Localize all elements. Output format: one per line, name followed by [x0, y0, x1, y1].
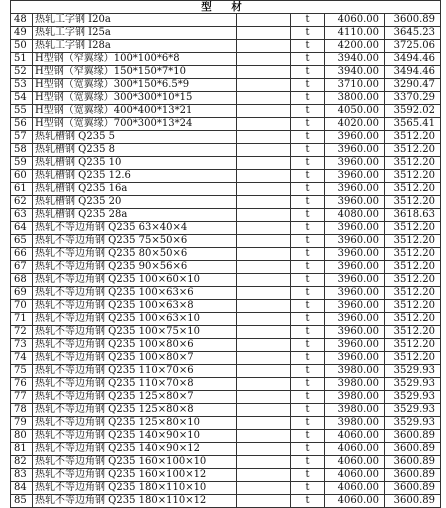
price-excl-tax-cell: 3290.47 — [385, 79, 441, 92]
price-excl-tax-cell: 3529.93 — [385, 365, 441, 378]
material-name-cell: 热轧不等边角钢 Q235 100×60×10 — [33, 274, 237, 287]
row-number-cell: 77 — [11, 391, 33, 404]
row-number-cell: 54 — [11, 92, 33, 105]
row-number-cell: 69 — [11, 287, 33, 300]
unit-cell: t — [291, 261, 325, 274]
spacer-cell — [237, 157, 291, 170]
table-row — [11, 391, 441, 404]
spacer-cell — [237, 53, 291, 66]
unit-cell: t — [291, 27, 325, 40]
unit-cell: t — [291, 40, 325, 53]
material-name-cell: 热轧不等边角钢 Q235 100×63×8 — [33, 300, 237, 313]
section-title: 型 材 — [11, 1, 441, 14]
price-incl-tax-cell: 4060.00 — [325, 14, 385, 27]
price-incl-tax-cell: 3960.00 — [325, 274, 385, 287]
unit-cell: t — [291, 417, 325, 430]
row-number-cell: 56 — [11, 118, 33, 131]
material-name-cell: 热轧不等边角钢 Q235 125×80×10 — [33, 417, 237, 430]
spacer-cell — [237, 248, 291, 261]
row-number-cell: 60 — [11, 170, 33, 183]
spacer-cell — [237, 352, 291, 365]
table-row — [11, 378, 441, 391]
price-excl-tax-cell: 3512.20 — [385, 352, 441, 365]
row-number-cell: 78 — [11, 404, 33, 417]
price-excl-tax-cell: 3529.93 — [385, 391, 441, 404]
unit-cell: t — [291, 131, 325, 144]
material-name-cell: 热轧不等边角钢 Q235 110×70×8 — [33, 378, 237, 391]
price-incl-tax-cell: 3980.00 — [325, 404, 385, 417]
table-row — [11, 404, 441, 417]
table-row — [11, 339, 441, 352]
spacer-cell — [237, 313, 291, 326]
spacer-cell — [237, 300, 291, 313]
price-incl-tax-cell: 4200.00 — [325, 40, 385, 53]
spacer-cell — [237, 209, 291, 222]
row-number-cell: 85 — [11, 495, 33, 508]
table-row — [11, 196, 441, 209]
price-incl-tax-cell: 3960.00 — [325, 313, 385, 326]
row-number-cell: 55 — [11, 105, 33, 118]
unit-cell: t — [291, 53, 325, 66]
unit-cell: t — [291, 144, 325, 157]
material-name-cell: 热轧不等边角钢 Q235 140×90×10 — [33, 430, 237, 443]
price-table — [10, 0, 441, 508]
price-excl-tax-cell: 3600.89 — [385, 456, 441, 469]
price-excl-tax-cell: 3565.41 — [385, 118, 441, 131]
table-row — [11, 144, 441, 157]
price-excl-tax-cell: 3512.20 — [385, 183, 441, 196]
spacer-cell — [237, 365, 291, 378]
material-name-cell: 热轧不等边角钢 Q235 100×63×10 — [33, 313, 237, 326]
table-row — [11, 469, 441, 482]
unit-cell: t — [291, 196, 325, 209]
price-excl-tax-cell: 3512.20 — [385, 235, 441, 248]
table-row — [11, 365, 441, 378]
row-number-cell: 59 — [11, 157, 33, 170]
unit-cell: t — [291, 183, 325, 196]
unit-cell: t — [291, 443, 325, 456]
price-incl-tax-cell: 4060.00 — [325, 443, 385, 456]
material-name-cell: 热轧不等边角钢 Q235 100×80×6 — [33, 339, 237, 352]
unit-cell: t — [291, 222, 325, 235]
row-number-cell: 71 — [11, 313, 33, 326]
material-name-cell: H型钢（窄翼缘）150*150*7*10 — [33, 66, 237, 79]
material-name-cell: 热轧槽钢 Q235 12.6 — [33, 170, 237, 183]
spacer-cell — [237, 105, 291, 118]
unit-cell: t — [291, 14, 325, 27]
table-row — [11, 443, 441, 456]
spacer-cell — [237, 456, 291, 469]
spacer-cell — [237, 118, 291, 131]
unit-cell: t — [291, 79, 325, 92]
spacer-cell — [237, 40, 291, 53]
material-name-cell: 热轧不等边角钢 Q235 100×80×7 — [33, 352, 237, 365]
row-number-cell: 65 — [11, 235, 33, 248]
table-row — [11, 248, 441, 261]
material-name-cell: 热轧不等边角钢 Q235 140×90×12 — [33, 443, 237, 456]
price-incl-tax-cell: 3960.00 — [325, 352, 385, 365]
table-row — [11, 40, 441, 53]
unit-cell: t — [291, 365, 325, 378]
table-row — [11, 79, 441, 92]
spacer-cell — [237, 495, 291, 508]
price-excl-tax-cell: 3600.89 — [385, 14, 441, 27]
unit-cell: t — [291, 339, 325, 352]
price-incl-tax-cell: 3980.00 — [325, 391, 385, 404]
row-number-cell: 80 — [11, 430, 33, 443]
price-incl-tax-cell: 4060.00 — [325, 495, 385, 508]
table-row — [11, 417, 441, 430]
row-number-cell: 83 — [11, 469, 33, 482]
row-number-cell: 72 — [11, 326, 33, 339]
price-excl-tax-cell: 3592.02 — [385, 105, 441, 118]
material-name-cell: H型钢（窄翼缘）100*100*6*8 — [33, 53, 237, 66]
row-number-cell: 64 — [11, 222, 33, 235]
unit-cell: t — [291, 92, 325, 105]
spacer-cell — [237, 417, 291, 430]
spacer-cell — [237, 274, 291, 287]
price-incl-tax-cell: 3960.00 — [325, 287, 385, 300]
table-row — [11, 495, 441, 508]
table-row — [11, 274, 441, 287]
material-name-cell: 热轧不等边角钢 Q235 110×70×6 — [33, 365, 237, 378]
table-row — [11, 14, 441, 27]
unit-cell: t — [291, 313, 325, 326]
row-number-cell: 68 — [11, 274, 33, 287]
row-number-cell: 81 — [11, 443, 33, 456]
row-number-cell: 61 — [11, 183, 33, 196]
spacer-cell — [237, 79, 291, 92]
unit-cell: t — [291, 326, 325, 339]
row-number-cell: 70 — [11, 300, 33, 313]
spacer-cell — [237, 183, 291, 196]
table-row — [11, 326, 441, 339]
price-incl-tax-cell: 3960.00 — [325, 261, 385, 274]
price-excl-tax-cell: 3512.20 — [385, 144, 441, 157]
price-excl-tax-cell: 3370.29 — [385, 92, 441, 105]
spacer-cell — [237, 404, 291, 417]
material-name-cell: 热轧不等边角钢 Q235 90×56×6 — [33, 261, 237, 274]
unit-cell: t — [291, 300, 325, 313]
row-number-cell: 84 — [11, 482, 33, 495]
price-excl-tax-cell: 3529.93 — [385, 404, 441, 417]
price-incl-tax-cell: 3960.00 — [325, 222, 385, 235]
material-name-cell: 热轧不等边角钢 Q235 100×63×6 — [33, 287, 237, 300]
price-excl-tax-cell: 3512.20 — [385, 326, 441, 339]
price-excl-tax-cell: 3512.20 — [385, 339, 441, 352]
table-row — [11, 235, 441, 248]
price-incl-tax-cell: 4060.00 — [325, 482, 385, 495]
material-name-cell: 热轧不等边角钢 Q235 180×110×10 — [33, 482, 237, 495]
spacer-cell — [237, 66, 291, 79]
price-incl-tax-cell: 4110.00 — [325, 27, 385, 40]
price-excl-tax-cell: 3512.20 — [385, 261, 441, 274]
unit-cell: t — [291, 404, 325, 417]
unit-cell: t — [291, 430, 325, 443]
price-incl-tax-cell: 4060.00 — [325, 430, 385, 443]
table-row — [11, 456, 441, 469]
table-row — [11, 313, 441, 326]
material-name-cell: 热轧工字钢 I20a — [33, 14, 237, 27]
price-excl-tax-cell: 3600.89 — [385, 495, 441, 508]
price-incl-tax-cell: 3800.00 — [325, 92, 385, 105]
price-excl-tax-cell: 3512.20 — [385, 287, 441, 300]
spacer-cell — [237, 287, 291, 300]
table-row — [11, 53, 441, 66]
price-incl-tax-cell: 3960.00 — [325, 196, 385, 209]
price-excl-tax-cell: 3494.46 — [385, 53, 441, 66]
table-row — [11, 118, 441, 131]
spacer-cell — [237, 430, 291, 443]
spacer-cell — [237, 144, 291, 157]
price-excl-tax-cell: 3725.06 — [385, 40, 441, 53]
material-name-cell: 热轧槽钢 Q235 20 — [33, 196, 237, 209]
price-excl-tax-cell: 3645.23 — [385, 27, 441, 40]
table-row — [11, 183, 441, 196]
table-row — [11, 27, 441, 40]
price-incl-tax-cell: 4020.00 — [325, 118, 385, 131]
material-name-cell: 热轧不等边角钢 Q235 125×80×8 — [33, 404, 237, 417]
material-name-cell: 热轧槽钢 Q235 10 — [33, 157, 237, 170]
unit-cell: t — [291, 105, 325, 118]
unit-cell: t — [291, 274, 325, 287]
row-number-cell: 49 — [11, 27, 33, 40]
price-incl-tax-cell: 3960.00 — [325, 157, 385, 170]
table-row — [11, 222, 441, 235]
spacer-cell — [237, 27, 291, 40]
material-name-cell: 热轧工字钢 I28a — [33, 40, 237, 53]
unit-cell: t — [291, 66, 325, 79]
spacer-cell — [237, 339, 291, 352]
material-name-cell: 热轧工字钢 I25a — [33, 27, 237, 40]
material-name-cell: 热轧不等边角钢 Q235 160×100×12 — [33, 469, 237, 482]
spacer-cell — [237, 170, 291, 183]
price-excl-tax-cell: 3512.20 — [385, 300, 441, 313]
spacer-cell — [237, 222, 291, 235]
row-number-cell: 66 — [11, 248, 33, 261]
material-name-cell: 热轧槽钢 Q235 5 — [33, 131, 237, 144]
row-number-cell: 73 — [11, 339, 33, 352]
price-excl-tax-cell: 3600.89 — [385, 469, 441, 482]
price-incl-tax-cell: 4060.00 — [325, 456, 385, 469]
table-row — [11, 300, 441, 313]
table-row — [11, 105, 441, 118]
row-number-cell: 52 — [11, 66, 33, 79]
price-incl-tax-cell: 3960.00 — [325, 170, 385, 183]
row-number-cell: 50 — [11, 40, 33, 53]
row-number-cell: 74 — [11, 352, 33, 365]
material-name-cell: 热轧不等边角钢 Q235 125×80×7 — [33, 391, 237, 404]
material-name-cell: 热轧不等边角钢 Q235 180×110×12 — [33, 495, 237, 508]
row-number-cell: 82 — [11, 456, 33, 469]
price-incl-tax-cell: 3960.00 — [325, 183, 385, 196]
unit-cell: t — [291, 287, 325, 300]
price-excl-tax-cell: 3512.20 — [385, 222, 441, 235]
spacer-cell — [237, 469, 291, 482]
price-incl-tax-cell: 3960.00 — [325, 326, 385, 339]
price-incl-tax-cell: 3960.00 — [325, 131, 385, 144]
unit-cell: t — [291, 209, 325, 222]
table-row — [11, 482, 441, 495]
price-excl-tax-cell: 3618.63 — [385, 209, 441, 222]
price-excl-tax-cell: 3529.93 — [385, 417, 441, 430]
table-row — [11, 209, 441, 222]
unit-cell: t — [291, 482, 325, 495]
row-number-cell: 57 — [11, 131, 33, 144]
table-row — [11, 66, 441, 79]
spacer-cell — [237, 261, 291, 274]
price-incl-tax-cell: 4060.00 — [325, 469, 385, 482]
price-incl-tax-cell: 4050.00 — [325, 105, 385, 118]
price-excl-tax-cell: 3600.89 — [385, 443, 441, 456]
spacer-cell — [237, 326, 291, 339]
price-incl-tax-cell: 3710.00 — [325, 79, 385, 92]
price-excl-tax-cell: 3512.20 — [385, 274, 441, 287]
price-table-sheet — [10, 0, 440, 508]
table-row — [11, 430, 441, 443]
row-number-cell: 58 — [11, 144, 33, 157]
row-number-cell: 76 — [11, 378, 33, 391]
material-name-cell: 热轧不等边角钢 Q235 100×75×10 — [33, 326, 237, 339]
spacer-cell — [237, 92, 291, 105]
spacer-cell — [237, 14, 291, 27]
price-incl-tax-cell: 3980.00 — [325, 378, 385, 391]
table-row — [11, 170, 441, 183]
unit-cell: t — [291, 469, 325, 482]
price-incl-tax-cell: 3980.00 — [325, 417, 385, 430]
unit-cell: t — [291, 495, 325, 508]
price-incl-tax-cell: 3960.00 — [325, 339, 385, 352]
unit-cell: t — [291, 235, 325, 248]
spacer-cell — [237, 196, 291, 209]
price-incl-tax-cell: 3940.00 — [325, 66, 385, 79]
material-name-cell: 热轧槽钢 Q235 16a — [33, 183, 237, 196]
table-header-row — [11, 1, 441, 14]
unit-cell: t — [291, 352, 325, 365]
spacer-cell — [237, 391, 291, 404]
unit-cell: t — [291, 456, 325, 469]
price-incl-tax-cell: 3960.00 — [325, 248, 385, 261]
unit-cell: t — [291, 378, 325, 391]
price-excl-tax-cell: 3494.46 — [385, 66, 441, 79]
material-name-cell: 热轧不等边角钢 Q235 75×50×6 — [33, 235, 237, 248]
price-excl-tax-cell: 3512.20 — [385, 170, 441, 183]
material-name-cell: H型钢（宽翼缘）300*300*10*15 — [33, 92, 237, 105]
row-number-cell: 67 — [11, 261, 33, 274]
unit-cell: t — [291, 157, 325, 170]
material-name-cell: 热轧不等边角钢 Q235 63×40×4 — [33, 222, 237, 235]
table-row — [11, 261, 441, 274]
price-excl-tax-cell: 3600.89 — [385, 482, 441, 495]
material-name-cell: 热轧槽钢 Q235 28a — [33, 209, 237, 222]
price-excl-tax-cell: 3512.20 — [385, 196, 441, 209]
price-excl-tax-cell: 3529.93 — [385, 378, 441, 391]
table-row — [11, 131, 441, 144]
price-incl-tax-cell: 3960.00 — [325, 235, 385, 248]
material-name-cell: H型钢（宽翼缘）400*400*13*21 — [33, 105, 237, 118]
table-row — [11, 157, 441, 170]
price-incl-tax-cell: 3980.00 — [325, 365, 385, 378]
price-excl-tax-cell: 3512.20 — [385, 157, 441, 170]
spacer-cell — [237, 443, 291, 456]
price-incl-tax-cell: 3960.00 — [325, 300, 385, 313]
table-row — [11, 287, 441, 300]
spacer-cell — [237, 235, 291, 248]
spacer-cell — [237, 482, 291, 495]
row-number-cell: 62 — [11, 196, 33, 209]
unit-cell: t — [291, 391, 325, 404]
row-number-cell: 63 — [11, 209, 33, 222]
price-excl-tax-cell: 3600.89 — [385, 430, 441, 443]
unit-cell: t — [291, 248, 325, 261]
row-number-cell: 48 — [11, 14, 33, 27]
price-incl-tax-cell: 4080.00 — [325, 209, 385, 222]
material-name-cell: 热轧不等边角钢 Q235 80×50×6 — [33, 248, 237, 261]
unit-cell: t — [291, 170, 325, 183]
material-name-cell: 热轧不等边角钢 Q235 160×100×10 — [33, 456, 237, 469]
price-excl-tax-cell: 3512.20 — [385, 313, 441, 326]
row-number-cell: 53 — [11, 79, 33, 92]
unit-cell: t — [291, 118, 325, 131]
price-incl-tax-cell: 3940.00 — [325, 53, 385, 66]
row-number-cell: 75 — [11, 365, 33, 378]
material-name-cell: H型钢（宽翼缘）300*150*6.5*9 — [33, 79, 237, 92]
row-number-cell: 51 — [11, 53, 33, 66]
material-name-cell: H型钢（宽翼缘）700*300*13*24 — [33, 118, 237, 131]
price-incl-tax-cell: 3960.00 — [325, 144, 385, 157]
price-excl-tax-cell: 3512.20 — [385, 131, 441, 144]
row-number-cell: 79 — [11, 417, 33, 430]
spacer-cell — [237, 378, 291, 391]
material-name-cell: 热轧槽钢 Q235 8 — [33, 144, 237, 157]
table-row — [11, 352, 441, 365]
table-row — [11, 92, 441, 105]
spacer-cell — [237, 131, 291, 144]
price-excl-tax-cell: 3512.20 — [385, 248, 441, 261]
table-body — [11, 14, 441, 508]
